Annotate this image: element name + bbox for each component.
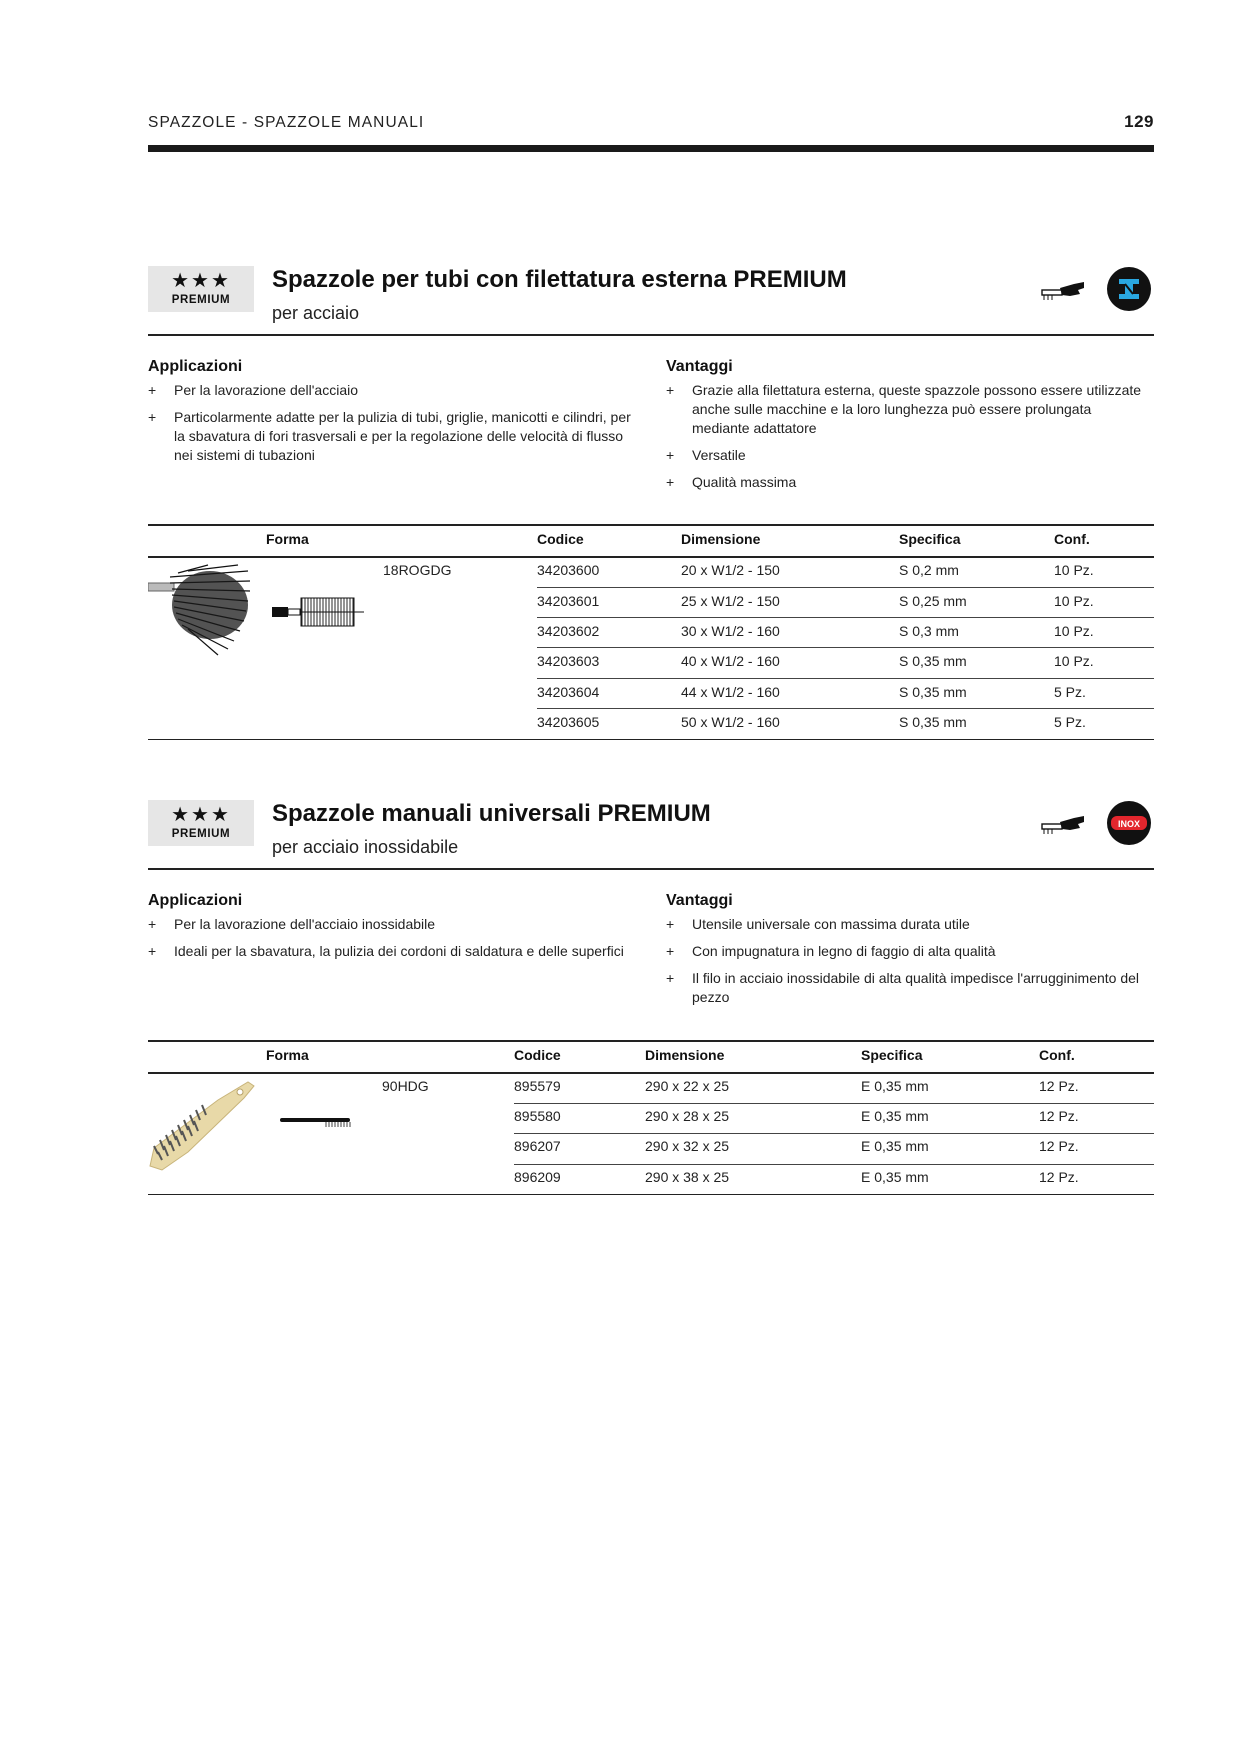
cell-conf: 12 Pz. (1039, 1078, 1079, 1094)
cell-codice: 34203603 (537, 653, 600, 669)
premium-badge (148, 266, 254, 312)
list-item: + Per la lavorazione dell'acciaio inossidabile (148, 916, 436, 932)
hand-brush-icon (1040, 810, 1088, 838)
list-item: + Ideali per la sbavatura, la pulizia dei cordoni di saldatura e delle superfici (148, 943, 624, 959)
list-item: + Per la lavorazione dell'acciaio (148, 382, 358, 398)
cell-specifica: S 0,25 mm (899, 593, 967, 609)
table-top-rule (148, 524, 1154, 526)
cell-dimensione: 290 x 28 x 25 (645, 1108, 730, 1124)
cell-conf: 10 Pz. (1054, 562, 1094, 578)
applications-list (148, 915, 658, 969)
cell-dimensione: 290 x 38 x 25 (645, 1169, 730, 1185)
cell-specifica: S 0,2 mm (899, 562, 959, 578)
list-item: + Grazie alla filettatura esterna, queste spazzole possono essere utilizzate anche sulle macchine e la loro lunghezza può essere prolungata mediante adattatore (666, 382, 1142, 436)
advantages-list (666, 381, 1152, 500)
cell-conf: 12 Pz. (1039, 1108, 1079, 1124)
cell-codice: 895580 (514, 1108, 561, 1124)
advantages-list (666, 915, 1156, 1015)
running-header: SPAZZOLE - SPAZZOLE MANUALI (148, 114, 425, 131)
col-header-dimensione: Dimensione (681, 531, 761, 547)
cell-specifica: S 0,35 mm (899, 653, 967, 669)
inox-label: INOX (1117, 819, 1141, 829)
cell-codice: 34203604 (537, 684, 600, 700)
cell-codice: 34203601 (537, 593, 600, 609)
cell-conf: 10 Pz. (1054, 623, 1094, 639)
section-rule (148, 868, 1154, 870)
cell-specifica: E 0,35 mm (861, 1108, 929, 1124)
cell-codice: 34203605 (537, 714, 600, 730)
row-divider (537, 708, 1154, 709)
form-code: 90HDG (382, 1078, 429, 1094)
cell-conf: 10 Pz. (1054, 593, 1094, 609)
applications-heading: Applicazioni (148, 892, 243, 909)
section-subtitle: per acciaio (272, 303, 360, 323)
steel-material-icon (1106, 266, 1152, 312)
section-rule (148, 334, 1154, 336)
cell-dimensione: 290 x 22 x 25 (645, 1078, 730, 1094)
premium-stars: ★★★ (171, 804, 231, 826)
table-top-rule (148, 1040, 1154, 1042)
col-header-specifica: Specifica (899, 531, 961, 547)
hand-brush-icon (1040, 276, 1088, 304)
row-divider (537, 647, 1154, 648)
hand-brush-drawing (280, 1114, 356, 1128)
cell-codice: 896209 (514, 1169, 561, 1185)
premium-badge (148, 800, 254, 846)
cell-codice: 34203600 (537, 562, 600, 578)
cell-codice: 34203602 (537, 623, 600, 639)
section-title: Spazzole manuali universali PREMIUM (272, 800, 711, 827)
table-bottom-rule (148, 1194, 1154, 1195)
cell-conf: 12 Pz. (1039, 1169, 1079, 1185)
advantages-heading: Vantaggi (666, 358, 733, 375)
table-header-rule (148, 1072, 1154, 1074)
cell-specifica: S 0,3 mm (899, 623, 959, 639)
advantages-heading: Vantaggi (666, 892, 733, 909)
page-number: 129 (1124, 112, 1154, 131)
cell-dimensione: 44 x W1/2 - 160 (681, 684, 780, 700)
cell-dimensione: 25 x W1/2 - 150 (681, 593, 780, 609)
col-header-forma: Forma (266, 531, 309, 547)
col-header-codice: Codice (537, 531, 584, 547)
cell-dimensione: 20 x W1/2 - 150 (681, 562, 780, 578)
cell-conf: 5 Pz. (1054, 684, 1086, 700)
col-header-specifica: Specifica (861, 1047, 923, 1063)
col-header-codice: Codice (514, 1047, 561, 1063)
list-item: + Utensile universale con massima durata utile (666, 916, 970, 932)
cell-specifica: E 0,35 mm (861, 1078, 929, 1094)
list-item: + Il filo in acciaio inossidabile di alta qualità impedisce l'arrugginimento del pezzo (666, 970, 1140, 1005)
cell-conf: 5 Pz. (1054, 714, 1086, 730)
cell-dimensione: 290 x 32 x 25 (645, 1138, 730, 1154)
list-item: + Versatile (666, 447, 746, 463)
col-header-dimensione: Dimensione (645, 1047, 725, 1063)
row-divider (537, 678, 1154, 679)
section-title: Spazzole per tubi con filettatura esterna PREMIUM (272, 266, 847, 293)
premium-stars: ★★★ (171, 270, 231, 292)
list-item: + Con impugnatura in legno di faggio di alta qualità (666, 943, 996, 959)
cell-conf: 12 Pz. (1039, 1138, 1079, 1154)
premium-label: PREMIUM (171, 294, 231, 306)
cell-specifica: E 0,35 mm (861, 1138, 929, 1154)
cell-codice: 895579 (514, 1078, 561, 1094)
row-divider (514, 1103, 1154, 1104)
cell-conf: 10 Pz. (1054, 653, 1094, 669)
table-bottom-rule (148, 739, 1154, 740)
row-divider (537, 617, 1154, 618)
cell-specifica: E 0,35 mm (861, 1169, 929, 1185)
list-item: + Particolarmente adatte per la pulizia di tubi, griglie, manicotti e cilindri, per la sbavatura di fori trasversali e per la regolazione delle velocità di flusso nei sistemi di tubazioni (148, 409, 631, 463)
row-divider (514, 1133, 1154, 1134)
inox-material-icon (1106, 800, 1152, 846)
applications-heading: Applicazioni (148, 358, 243, 375)
tube-brush-photo (148, 563, 252, 659)
section-subtitle: per acciaio inossidabile (272, 837, 459, 857)
premium-label: PREMIUM (171, 828, 231, 840)
form-code: 18ROGDG (383, 562, 452, 578)
tube-brush-drawing (272, 596, 366, 632)
row-divider (514, 1164, 1154, 1165)
cell-dimensione: 30 x W1/2 - 160 (681, 623, 780, 639)
list-item: + Qualità massima (666, 474, 797, 490)
cell-specifica: S 0,35 mm (899, 684, 967, 700)
col-header-forma: Forma (266, 1047, 309, 1063)
cell-specifica: S 0,35 mm (899, 714, 967, 730)
col-header-conf: Conf. (1054, 531, 1090, 547)
hand-brush-photo (148, 1078, 256, 1172)
table-header-rule (148, 556, 1154, 558)
row-divider (537, 587, 1154, 588)
cell-codice: 896207 (514, 1138, 561, 1154)
col-header-conf: Conf. (1039, 1047, 1075, 1063)
cell-dimensione: 50 x W1/2 - 160 (681, 714, 780, 730)
applications-list (148, 381, 638, 473)
header-rule (148, 145, 1154, 152)
cell-dimensione: 40 x W1/2 - 160 (681, 653, 780, 669)
